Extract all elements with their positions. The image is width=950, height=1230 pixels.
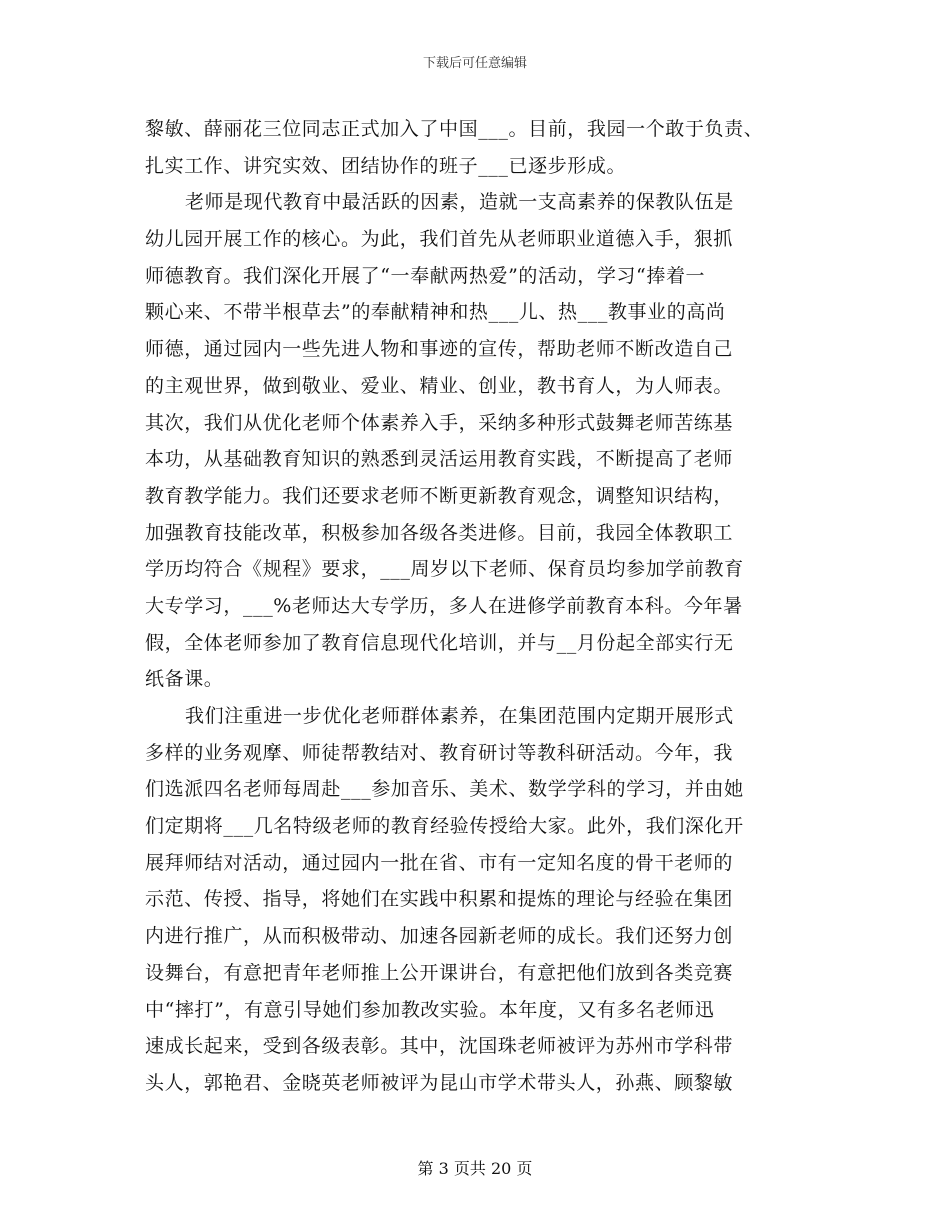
- text-line: 们定期将___几名特级老师的教育经验传授给大家。此外，我们深化开: [145, 815, 744, 838]
- document-body: [145, 111, 805, 1102]
- text-line: 纸备课。: [145, 668, 224, 691]
- paragraph-start-line: 老师是现代教育中最活跃的因素，造就一支高素养的保教队伍是: [185, 191, 734, 214]
- text-line: 展拜师结对活动，通过园内一批在省、市有一定知名度的骨干老师的: [145, 851, 734, 874]
- text-line: 加强教育技能改革，积极参加各级各类进修。目前，我园全体教职工: [145, 521, 734, 544]
- text-line: 们选派四名老师每周赴___参加音乐、美术、数学学科的学习，并由她: [145, 778, 744, 801]
- text-line: 教育教学能力。我们还要求老师不断更新教育观念，调整知识结构，: [145, 484, 734, 507]
- text-line: 设舞台，有意把青年老师推上公开课讲台，有意把他们放到各类竞赛: [145, 961, 734, 984]
- text-line: 其次，我们从优化老师个体素养入手，采纳多种形式鼓舞老师苦练基: [145, 411, 734, 434]
- text-line: 学历均符合《规程》要求，___周岁以下老师、保育员均参加学前教育: [145, 558, 744, 581]
- text-line: 幼儿园开展工作的核心。为此，我们首先从老师职业道德入手，狠抓: [145, 228, 734, 251]
- text-line: 颗心来、不带半根草去”的奉献精神和热___儿、热___教事业的高尚: [145, 301, 726, 324]
- text-line: 速成长起来，受到各级表彰。其中，沈国珠老师被评为苏州市学科带: [145, 1035, 734, 1058]
- page-header: 下载后可任意编辑: [422, 56, 527, 71]
- paragraph-start-line: 我们注重进一步优化老师群体素养，在集团范围内定期开展形式: [185, 705, 734, 727]
- text-line: 黎敏、薛丽花三位同志正式加入了中国___。目前，我园一个敢于负责、: [145, 118, 764, 140]
- text-line: 的主观世界，做到敬业、爱业、精业、创业，教书育人，为人师表。: [145, 374, 734, 397]
- text-line: 内进行推广，从而积极带动、加速各园新老师的成长。我们还努力创: [145, 925, 734, 948]
- text-line: 中“摔打”，有意引导她们参加教改实验。本年度，又有多名老师迅: [145, 998, 715, 1021]
- page-number-footer: 第 3 页共 20 页: [417, 1159, 533, 1178]
- text-line: 多样的业务观摩、师徒帮教结对、教育研讨等教科研活动。今年，我: [145, 741, 734, 764]
- text-line: 大专学习，___%老师达大专学历，多人在进修学前教育本科。今年暑: [145, 594, 743, 617]
- text-line: 示范、传授、指导，将她们在实践中积累和提炼的理论与经验在集团: [145, 888, 734, 911]
- text-line: 师德，通过园内一些先进人物和事迹的宣传，帮助老师不断改造自己: [145, 338, 734, 361]
- text-line: 师德教育。我们深化开展了“一奉献两热爱”的活动，学习“捧着一: [145, 264, 706, 287]
- text-line: 假，全体老师参加了教育信息现代化培训，并与__月份起全部实行无: [145, 631, 734, 654]
- text-line: 头人，郭艳君、金晓英老师被评为昆山市学术带头人，孙燕、顾黎敏: [145, 1071, 734, 1094]
- text-line: 扎实工作、讲究实效、团结协作的班子___已逐步形成。: [145, 154, 627, 177]
- text-line: 本功，从基础教育知识的熟悉到灵活运用教育实践，不断提高了老师: [145, 448, 734, 471]
